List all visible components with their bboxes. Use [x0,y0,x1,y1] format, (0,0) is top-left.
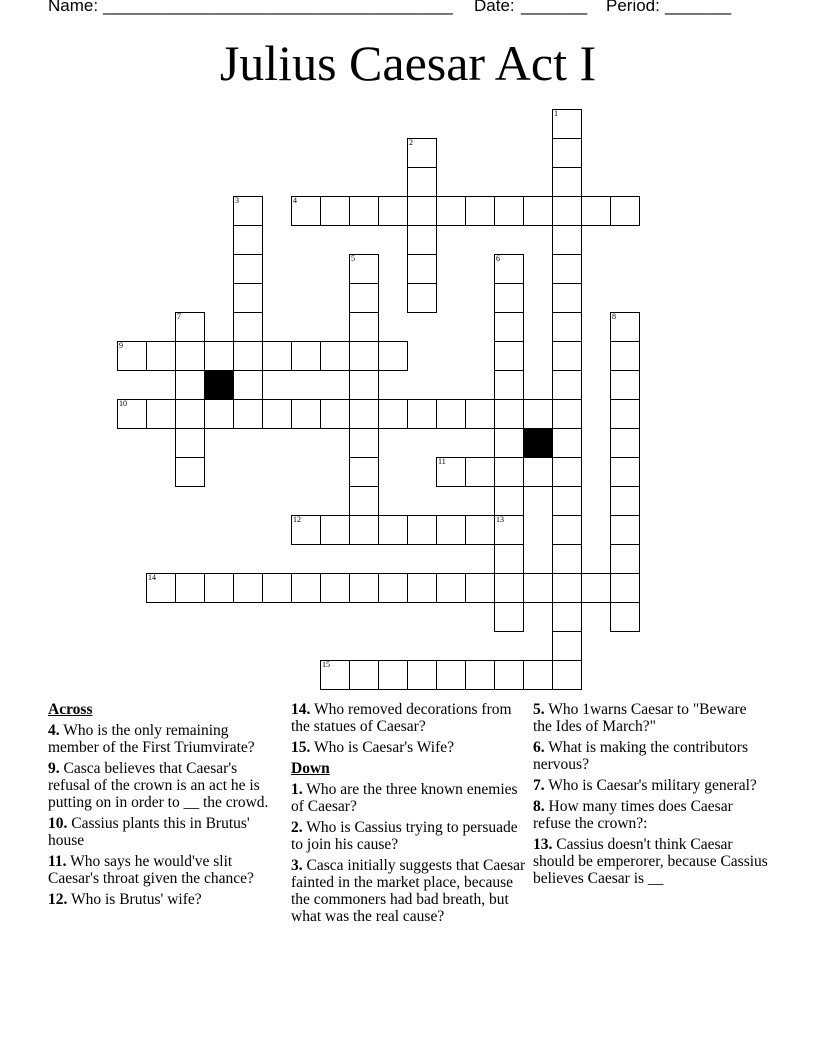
grid-cell[interactable] [175,428,205,458]
clue-number: 3 [235,196,239,205]
grid-cell[interactable] [494,196,524,226]
grid-cell[interactable] [610,602,640,632]
grid-cell[interactable] [552,196,582,226]
grid-cell[interactable] [610,515,640,545]
grid-cell[interactable] [494,457,524,487]
grid-cell[interactable] [233,341,263,371]
period-field[interactable]: _______ [665,0,732,15]
grid-cell[interactable] [610,573,640,603]
grid-cell[interactable] [233,196,263,226]
grid-cell[interactable] [552,602,582,632]
grid-cell[interactable] [349,254,379,284]
grid-cell[interactable] [610,486,640,516]
grid-cell[interactable] [407,225,437,255]
grid-cell[interactable] [523,399,553,429]
grid-cell[interactable] [581,196,611,226]
grid-cell[interactable] [465,660,495,690]
grid-block [204,370,233,399]
grid-cell[interactable] [349,660,379,690]
grid-cell[interactable] [494,544,524,574]
grid-cell[interactable] [581,573,611,603]
grid-cell[interactable] [175,573,205,603]
grid-cell[interactable] [175,457,205,487]
clues-column-1 [48,701,283,912]
grid-cell[interactable] [552,341,582,371]
grid-cell[interactable] [436,573,466,603]
across-clue-10: 10. Cassius plants this in Brutus' house [48,815,250,849]
grid-cell[interactable] [349,457,379,487]
clue-number: 4 [293,196,297,205]
clue-number: 1 [554,109,558,118]
across-clue-14: 14. Who removed decorations from the statues of Caesar? [291,701,512,735]
grid-cell[interactable] [610,544,640,574]
grid-cell[interactable] [494,370,524,400]
grid-cell[interactable] [494,254,524,284]
grid-cell[interactable] [407,573,437,603]
grid-cell[interactable] [465,399,495,429]
clues-column-3 [533,701,768,891]
grid-cell[interactable] [262,399,292,429]
grid-cell[interactable] [262,341,292,371]
grid-cell[interactable] [610,399,640,429]
grid-cell[interactable] [552,138,582,168]
grid-cell[interactable] [233,225,263,255]
grid-cell[interactable] [291,341,321,371]
grid-cell[interactable] [552,428,582,458]
grid-cell[interactable] [552,225,582,255]
grid-cell[interactable] [494,486,524,516]
grid-cell[interactable] [320,399,350,429]
grid-cell[interactable] [320,660,350,690]
grid-cell[interactable] [146,341,176,371]
grid-cell[interactable] [523,457,553,487]
down-clue-7: 7. Who is Caesar's military general? [533,777,757,794]
grid-cell[interactable] [320,515,350,545]
grid-cell[interactable] [610,370,640,400]
grid-cell[interactable] [175,312,205,342]
grid-cell[interactable] [436,399,466,429]
grid-cell[interactable] [291,399,321,429]
grid-cell[interactable] [523,196,553,226]
grid-cell[interactable] [320,196,350,226]
grid-cell[interactable] [378,196,408,226]
grid-cell[interactable] [378,399,408,429]
grid-cell[interactable] [610,196,640,226]
grid-cell[interactable] [349,283,379,313]
grid-cell[interactable] [349,341,379,371]
grid-cell[interactable] [610,312,640,342]
grid-cell[interactable] [233,370,263,400]
grid-cell[interactable] [117,399,147,429]
grid-cell[interactable] [494,341,524,371]
date-label: Date: [474,0,515,15]
grid-cell[interactable] [494,660,524,690]
grid-cell[interactable] [552,573,582,603]
grid-cell[interactable] [610,428,640,458]
across-clue-9: 9. Casca believes that Caesar's refusal of the crown is an act he is putting on in order to __ the crowd. [48,760,269,811]
grid-cell[interactable] [233,573,263,603]
grid-cell[interactable] [175,341,205,371]
grid-cell[interactable] [378,341,408,371]
grid-cell[interactable] [291,573,321,603]
grid-cell[interactable] [523,660,553,690]
across-heading: Across [48,701,93,718]
grid-cell[interactable] [291,515,321,545]
across-clue-4: 4. Who is the only remaining member of the First Triumvirate? [48,722,255,756]
grid-cell[interactable] [407,138,437,168]
grid-cell[interactable] [407,283,437,313]
grid-cell[interactable] [465,573,495,603]
grid-cell[interactable] [146,399,176,429]
across-clue-15: 15. Who is Caesar's Wife? [291,739,455,756]
grid-cell[interactable] [407,254,437,284]
down-clue-5: 5. Who 1warns Caesar to "Beware the Ides of March?" [533,701,747,735]
grid-cell[interactable] [494,283,524,313]
name-label: Name: [48,0,99,15]
down-clue-6: 6. What is making the contributors nervous? [533,739,748,773]
grid-cell[interactable] [233,399,263,429]
grid-cell[interactable] [523,573,553,603]
grid-cell[interactable] [552,515,582,545]
grid-cell[interactable] [552,370,582,400]
grid-cell[interactable] [436,196,466,226]
grid-cell[interactable] [204,399,234,429]
date-field[interactable]: _______ [521,0,588,15]
grid-cell[interactable] [552,457,582,487]
grid-cell[interactable] [407,399,437,429]
clue-number: 10 [119,399,127,408]
grid-cell[interactable] [552,631,582,661]
grid-cell[interactable] [349,573,379,603]
grid-cell[interactable] [436,457,466,487]
grid-cell[interactable] [552,283,582,313]
clues-column-2 [291,701,526,929]
grid-cell[interactable] [407,660,437,690]
clue-number: 9 [119,341,123,350]
grid-cell[interactable] [175,370,205,400]
grid-cell[interactable] [494,573,524,603]
down-clue-2: 2. Who is Cassius trying to persuade to join his cause? [291,819,518,853]
grid-cell[interactable] [465,196,495,226]
grid-cell[interactable] [494,312,524,342]
grid-cell[interactable] [349,399,379,429]
down-clue-13: 13. Cassius doesn't think Caesar should be emperorer, because Cassius believes Caesar is __ [533,836,768,887]
down-clue-1: 1. Who are the three known enemies of Caesar? [291,781,518,815]
grid-cell[interactable] [552,660,582,690]
grid-cell[interactable] [349,428,379,458]
grid-cell[interactable] [552,486,582,516]
across-clue-12: 12. Who is Brutus' wife? [48,891,202,908]
grid-cell[interactable] [146,573,176,603]
grid-cell[interactable] [175,399,205,429]
grid-cell[interactable] [552,544,582,574]
student-info-header [48,0,788,20]
clue-number: 11 [438,457,446,466]
down-clue-8: 8. How many times does Caesar refuse the crown?: [533,798,733,832]
grid-cell[interactable] [494,602,524,632]
grid-block [523,428,552,457]
clue-number: 12 [293,515,301,524]
grid-cell[interactable] [494,428,524,458]
grid-cell[interactable] [349,370,379,400]
grid-cell[interactable] [407,515,437,545]
page-title: Julius Caesar Act I [219,35,597,91]
clue-number: 8 [612,312,616,321]
grid-cell[interactable] [233,283,263,313]
grid-cell[interactable] [552,109,582,139]
grid-cell[interactable] [610,457,640,487]
grid-cell[interactable] [262,573,292,603]
clue-number: 2 [409,138,413,147]
grid-cell[interactable] [117,341,147,371]
grid-cell[interactable] [552,167,582,197]
grid-cell[interactable] [436,515,466,545]
clue-number: 7 [177,312,181,321]
grid-cell[interactable] [610,341,640,371]
across-clue-11: 11. Who says he would've slit Caesar's throat given the chance? [48,853,254,887]
grid-cell[interactable] [291,196,321,226]
grid-cell[interactable] [494,515,524,545]
grid-cell[interactable] [407,196,437,226]
grid-cell[interactable] [349,196,379,226]
clue-number: 14 [148,573,156,582]
name-field[interactable]: _____________________________________ [103,0,453,15]
grid-cell[interactable] [407,167,437,197]
grid-cell[interactable] [378,515,408,545]
grid-cell[interactable] [349,312,379,342]
grid-cell[interactable] [552,254,582,284]
grid-cell[interactable] [465,457,495,487]
period-label: Period: [606,0,660,15]
clue-number: 13 [496,515,504,524]
grid-cell[interactable] [552,399,582,429]
down-clue-3: 3. Casca initially suggests that Caesar fainted in the market place, because the commoners had bad breath, but what was the real cause? [291,857,526,925]
down-heading: Down [291,760,330,777]
clue-number: 5 [351,254,355,263]
grid-cell[interactable] [378,573,408,603]
grid-cell[interactable] [320,341,350,371]
clue-number: 6 [496,254,500,263]
grid-cell[interactable] [494,399,524,429]
grid-cell[interactable] [465,515,495,545]
clue-number: 15 [322,660,330,669]
grid-cell[interactable] [378,660,408,690]
grid-cell[interactable] [233,254,263,284]
grid-cell[interactable] [204,341,234,371]
grid-cell[interactable] [552,312,582,342]
grid-cell[interactable] [349,515,379,545]
grid-cell[interactable] [320,573,350,603]
grid-cell[interactable] [204,573,234,603]
grid-cell[interactable] [349,486,379,516]
grid-cell[interactable] [436,660,466,690]
grid-cell[interactable] [233,312,263,342]
